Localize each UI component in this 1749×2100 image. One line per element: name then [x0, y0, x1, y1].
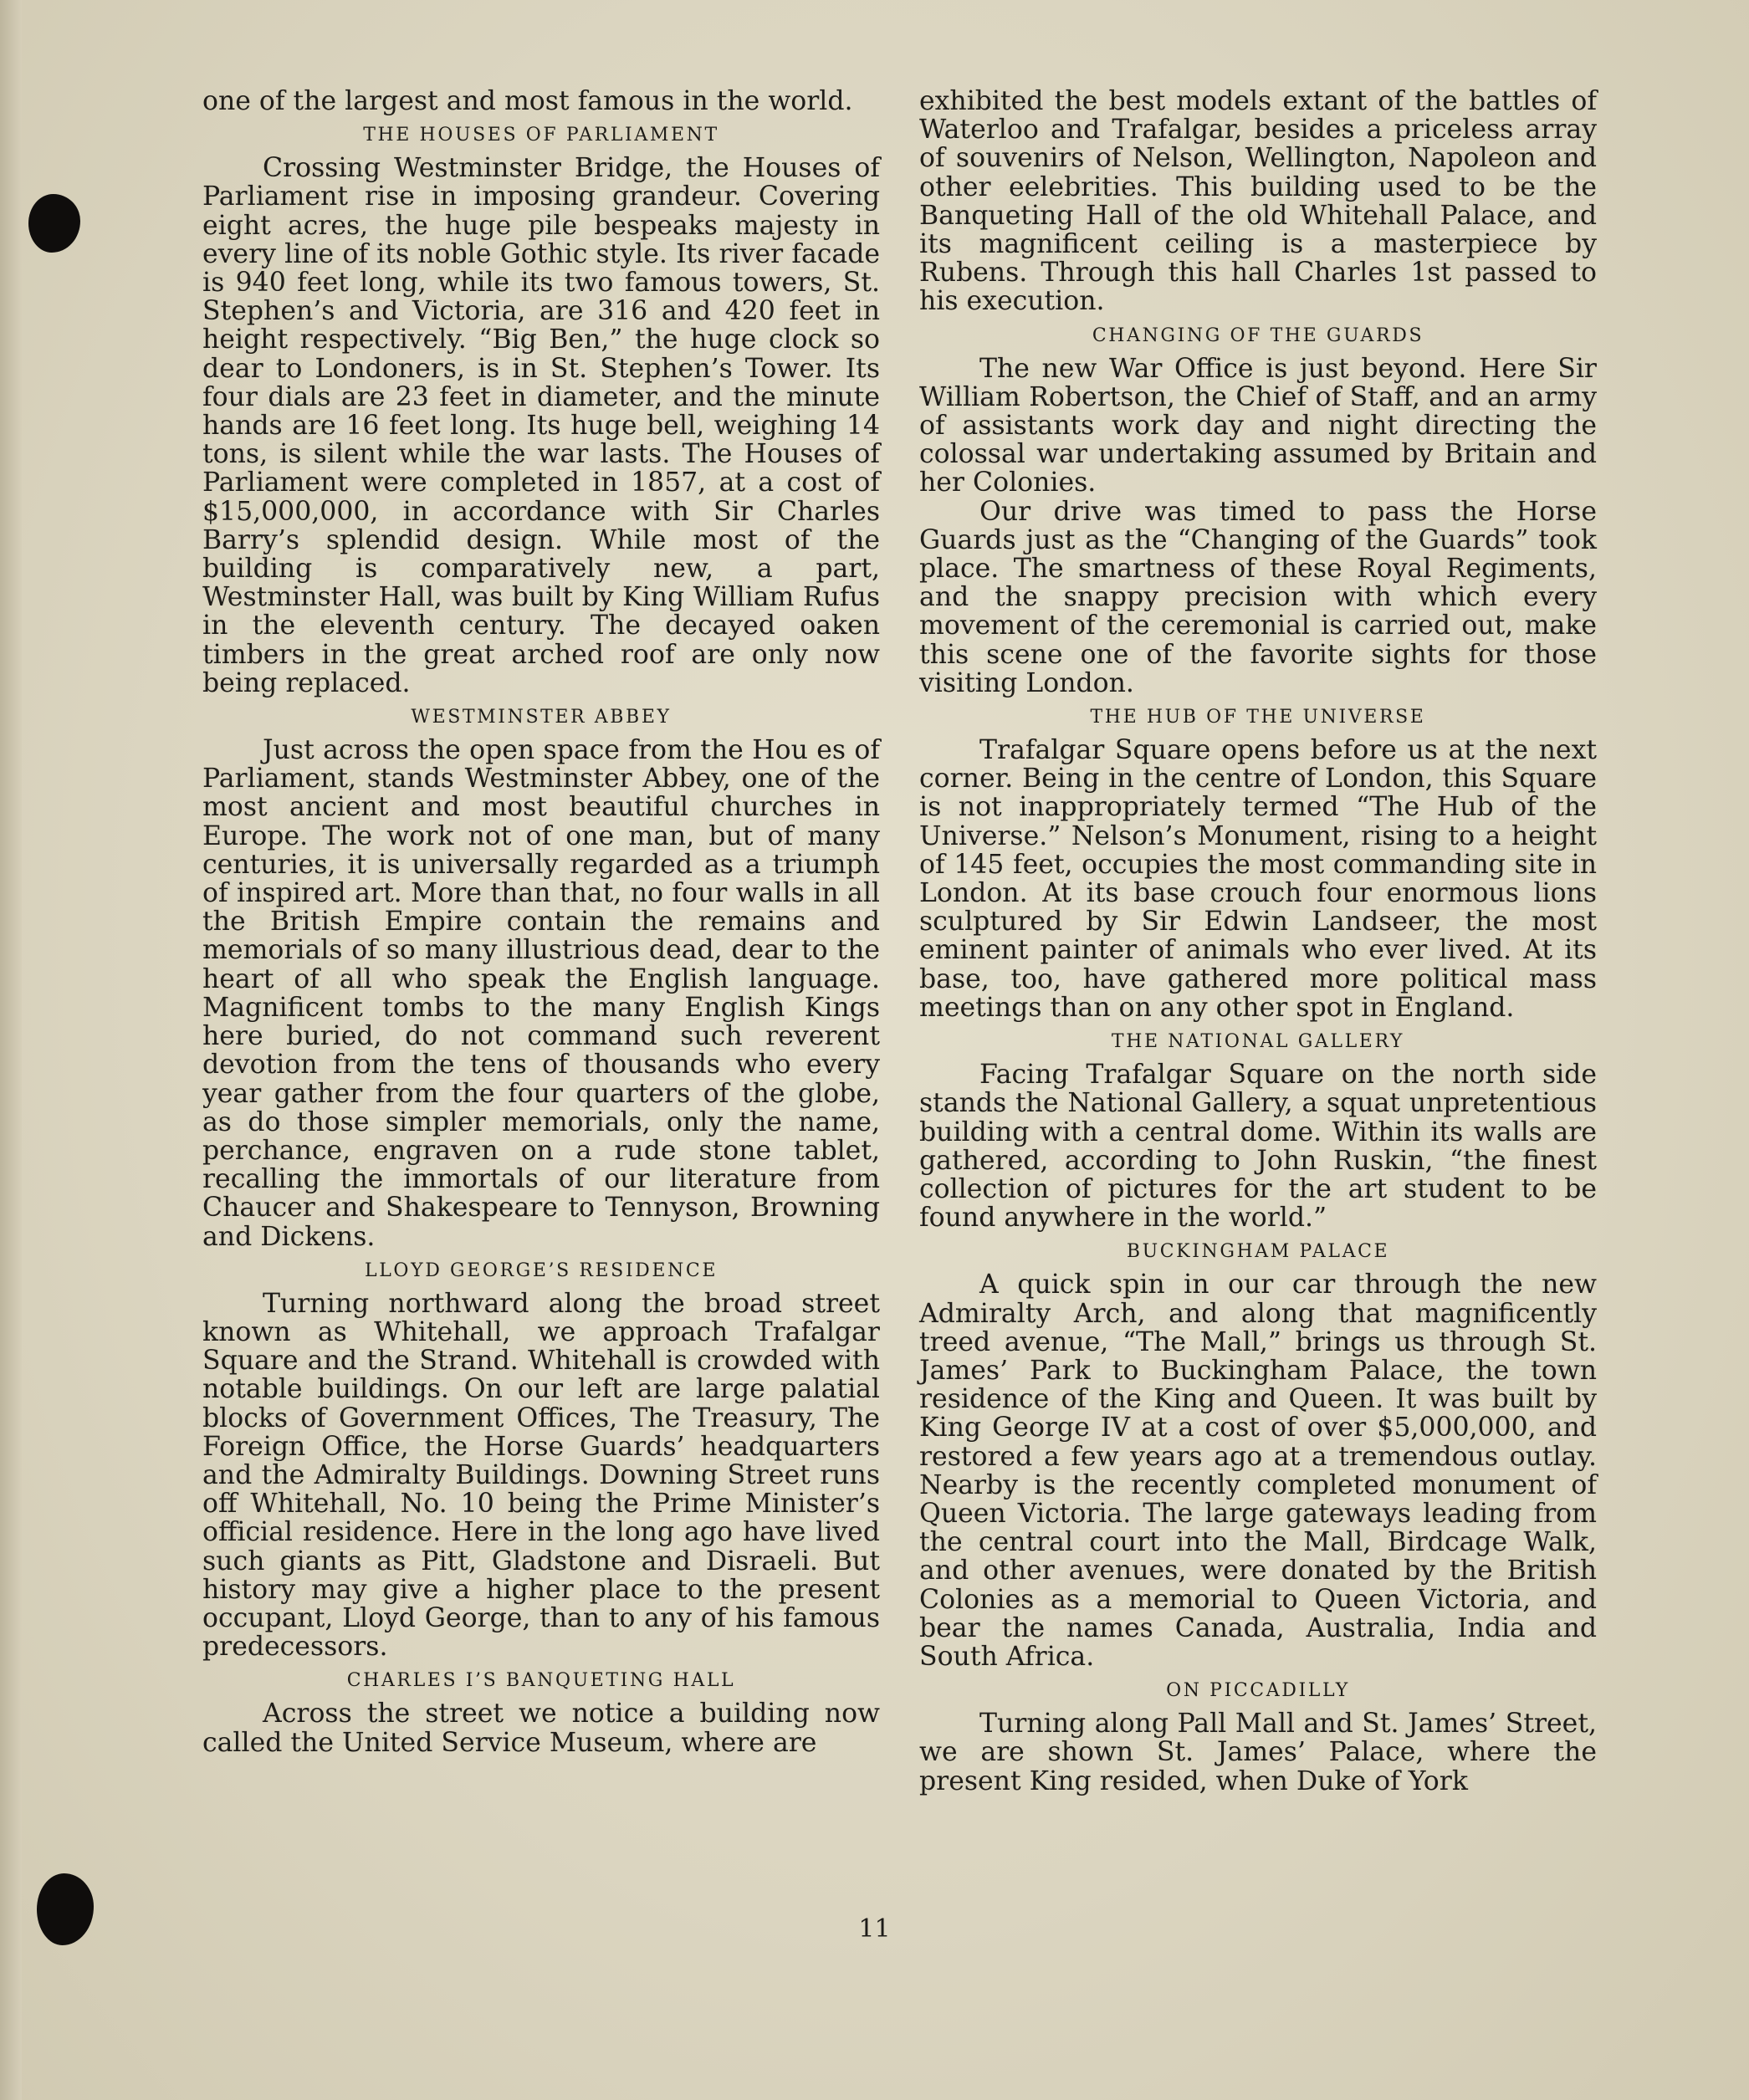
section-paragraph: Turning along Pall Mall and St. James’ Street, we are shown St. James’ Palace, where the present King resided, when Duke of York: [919, 1709, 1597, 1796]
section-heading: WESTMINSTER ABBEY: [411, 707, 672, 728]
section-paragraph: A quick spin in our car through the new Admiralty Arch, and along that magnificently treed avenue, “The Mall,” brings us through St. James’ Park to Buckingham Palace, the town residence of the King and Queen. It was built by King George IV at a cost of over $5,000,000, and restored a few years ago at a tremendous outlay. Nearby is the recently completed monument of Queen Victoria. The large gateways leading from the central court into the Mall, Birdcage Walk, and other avenues, were donated by the British Colonies as a memorial to Queen Victoria, and bear the names Canada, Australia, India and South Africa.: [919, 1270, 1597, 1672]
right-column: [919, 87, 1597, 1796]
section-paragraph: Turning northward along the broad street known as Whitehall, we approach Trafalgar Square and the Strand. Whitehall is crowded with notable buildings. On our left are large palatial blocks of Government Offices, The Treasury, The Foreign Office, the Horse Guards’ headquarters and the Admiralty Buildings. Downing Street runs off Whitehall, No. 10 being the Prime Minister’s official residence. Here in the long ago have lived such giants as Pitt, Gladstone and Disraeli. But history may give a higher place to the present occupant, Lloyd George, than to any of his famous predecessors.: [202, 1288, 880, 1663]
binding-hole-top: [28, 194, 80, 253]
section-paragraph: Across the street we notice a building now called the United Service Museum, where are: [202, 1699, 880, 1758]
section-heading: ON PICCADILLY: [1166, 1680, 1350, 1702]
section-heading: CHANGING OF THE GUARDS: [1092, 324, 1424, 346]
left-column: [202, 87, 880, 1757]
section-paragraph: Trafalgar Square opens before us at the next corner. Being in the centre of London, this Square is not inappropriately termed “The Hub of the Universe.” Nelson’s Monument, rising to a height of 145 feet, occupies the most commanding site in London. At its base crouch four enormous lions sculptured by Sir Edwin Landseer, the most eminent painter of animals who ever lived. At its base, too, have gathered more political mass meetings than on any other spot in England.: [919, 735, 1597, 1023]
page-number: 11: [858, 1914, 891, 1944]
right-column-opening: exhibited the best models extant of the battles of Waterloo and Trafalgar, besides a priceless array of souvenirs of Nelson, Wellington, Napoleon and other eelebrities. This building used to be the Banqueting Hall of the old Whitehall Palace, and its magnificent ceiling is a masterpiece by Rubens. Through this hall Charles 1st passed to his execution.: [919, 86, 1597, 317]
section-paragraph: Our drive was timed to pass the Horse Guards just as the “Changing of the Guards” took place. The smartness of these Royal Regiments, and the snappy precision with which every movement of the ceremonial is carried out, make this scene one of the favorite sights for those visiting London.: [919, 496, 1597, 698]
section-paragraph: Just across the open space from the Hou es of Parliament, stands Westminster Abbey, one of the most ancient and most beautiful churches in Europe. The work not of one man, but of many centuries, it is universally regarded as a triumph of inspired art. More than that, no four walls in all the British Empire contain the remains and memorials of so many illustrious dead, dear to the heart of all who speak the English language. Magnificent tombs to the many English Kings here buried, do not command such reverent devotion from the tens of thousands who every year gather from the four quarters of the globe, as do those simpler memorials, only the name, perchance, engraven on a rude stone tablet, recalling the immortals of our literature from Chaucer and Shakespeare to Tennyson, Browning and Dickens.: [202, 735, 880, 1252]
section-heading: BUCKINGHAM PALACE: [1126, 1241, 1390, 1263]
section-heading: THE HUB OF THE UNIVERSE: [1090, 707, 1426, 728]
section-paragraph: Facing Trafalgar Square on the north side stands the National Gallery, a squat unpretentious building with a central dome. Within its walls are gathered, according to John Ruskin, “the finest collection of pictures for the art student to be found anywhere in the world.”: [919, 1060, 1597, 1234]
section-heading: THE HOUSES OF PARLIAMENT: [363, 125, 719, 146]
page-edge: [0, 0, 22, 2100]
left-column-opening: one of the largest and most famous in the world.: [202, 86, 853, 116]
section-paragraph: The new War Office is just beyond. Here Sir William Robertson, the Chief of Staff, and an army of assistants work day and night directing the colossal war undertaking assumed by Britain and her Colonies.: [919, 353, 1597, 498]
section-heading: THE NATIONAL GALLERY: [1111, 1031, 1405, 1053]
section-heading: LLOYD GEORGE’S RESIDENCE: [365, 1259, 718, 1281]
section-paragraph: Crossing Westminster Bridge, the Houses of Parliament rise in imposing grandeur. Covering eight acres, the huge pile bespeaks majesty in every line of its noble Gothic style. Its river facade is 940 feet long, while its two famous towers, St. Stephen’s and Victoria, are 316 and 420 feet in height respectively. “Big Ben,” the huge clock so dear to Londoners, is in St. Stephen’s Tower. Its four dials are 23 feet in diameter, and the minute hands are 16 feet long. Its huge bell, weighing 14 tons, is silent while the war lasts. The Houses of Parliament were completed in 1857, at a cost of $15,000,000, in accordance with Sir Charles Barry’s splendid design. While most of the building is comparatively new, a part, Westminster Hall, was built by King William Rufus in the eleventh century. The decayed oaken timbers in the great arched roof are only now being replaced.: [202, 153, 880, 698]
section-heading: CHARLES I’S BANQUETING HALL: [346, 1670, 736, 1692]
